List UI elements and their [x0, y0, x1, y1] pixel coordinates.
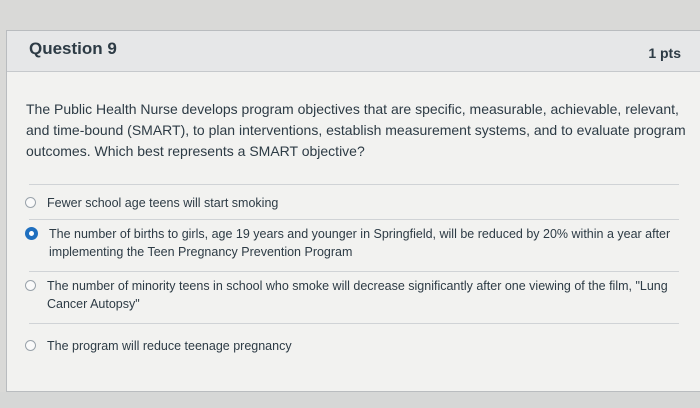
divider	[29, 219, 679, 220]
divider	[29, 271, 679, 272]
answer-label: The number of births to girls, age 19 years and younger in Springfield, will be reduced by 20% within a year after implementing the Teen Pregnancy Prevention Program	[49, 227, 671, 259]
radio-button-selected-icon[interactable]	[25, 227, 38, 240]
radio-button-icon[interactable]	[25, 280, 36, 291]
page-bottom-area	[0, 392, 700, 408]
answer-label: The program will reduce teenage pregnancy	[47, 339, 292, 353]
divider	[29, 323, 679, 324]
question-text: The Public Health Nurse develops program objectives that are specific, measurable, achievable, relevant, and time-bound (SMART), to plan interventions, establish measurement systems, and to evaluate program outcomes. Which best represents a SMART objective?	[26, 101, 686, 159]
answer-option-2[interactable]	[25, 225, 685, 261]
answer-label: Fewer school age teens will start smoking	[47, 196, 279, 210]
answer-option-3[interactable]	[25, 277, 685, 313]
question-points: 1 pts	[648, 45, 681, 61]
question-card	[6, 30, 700, 392]
answer-option-4[interactable]	[25, 337, 685, 355]
answer-label: The number of minority teens in school who smoke will decrease significantly after one viewing of the film, "Lung Cancer Autopsy"	[47, 279, 668, 311]
question-header	[7, 31, 700, 72]
radio-button-icon[interactable]	[25, 197, 36, 208]
divider	[29, 184, 679, 185]
radio-button-icon[interactable]	[25, 340, 36, 351]
answer-option-1[interactable]	[25, 194, 685, 212]
question-title: Question 9	[29, 39, 117, 58]
